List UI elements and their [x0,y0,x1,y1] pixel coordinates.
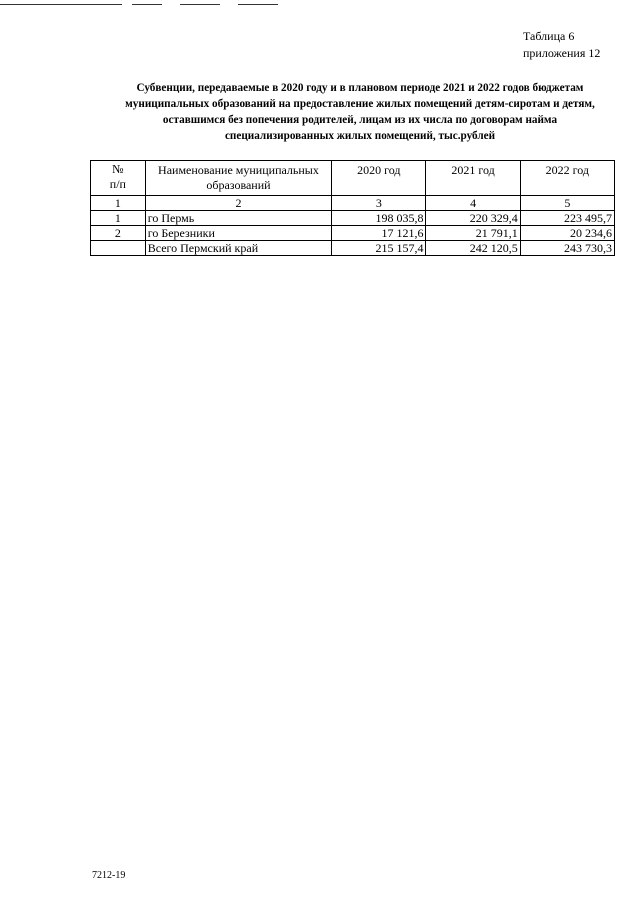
value-2020: 17 121,6 [332,226,426,241]
header-number-sign: № [112,162,124,176]
table-reference [523,28,600,62]
value-2022: 223 495,7 [520,211,614,226]
column-index: 2 [145,196,331,211]
header-2022: 2022 год [520,161,614,196]
header-number-label: п/п [109,177,126,191]
column-index: 3 [332,196,426,211]
total-2021: 242 120,5 [426,241,520,256]
table-reference-line: Таблица 6 [523,29,575,43]
municipality-name: го Березники [145,226,331,241]
total-row [91,241,615,256]
top-edge-rule [180,4,220,5]
column-index: 4 [426,196,520,211]
appendix-reference-line: приложения 12 [523,46,601,60]
top-edge-rule [0,4,122,5]
column-index-row [91,196,615,211]
value-2020: 198 035,8 [332,211,426,226]
title-line: муниципальных образований на предоставление жилых помещений детям-сиротам и детям, [125,98,595,110]
municipality-name: го Пермь [145,211,331,226]
title-line: Субвенции, передаваемые в 2020 году и в плановом периоде 2021 и 2022 годов бюджетам [136,82,584,94]
column-index: 5 [520,196,614,211]
column-index: 1 [91,196,146,211]
header-municipality-line: образований [206,178,271,192]
title-line: специализированных жилых помещений, тыс.рублей [224,130,496,142]
table-header-row [91,161,615,196]
subventions-table [90,160,615,256]
document-title [90,80,630,144]
header-2020: 2020 год [332,161,426,196]
document-code: 7212-19 [92,870,126,881]
total-label: Всего Пермский край [145,241,331,256]
header-municipality [145,161,331,196]
table-row [91,211,615,226]
total-2022: 243 730,3 [520,241,614,256]
row-number: 1 [91,211,146,226]
top-edge-rule [132,4,162,5]
total-2020: 215 157,4 [332,241,426,256]
header-2021: 2021 год [426,161,520,196]
total-number [91,241,146,256]
row-number: 2 [91,226,146,241]
title-line: оставшимся без попечения родителей, лицам из их числа по договорам найма [162,114,558,126]
value-2021: 21 791,1 [426,226,520,241]
value-2022: 20 234,6 [520,226,614,241]
top-edge-rule [238,4,278,5]
table-row [91,226,615,241]
header-number [91,161,146,196]
value-2021: 220 329,4 [426,211,520,226]
header-municipality-line: Наименование муниципальных [158,163,319,177]
